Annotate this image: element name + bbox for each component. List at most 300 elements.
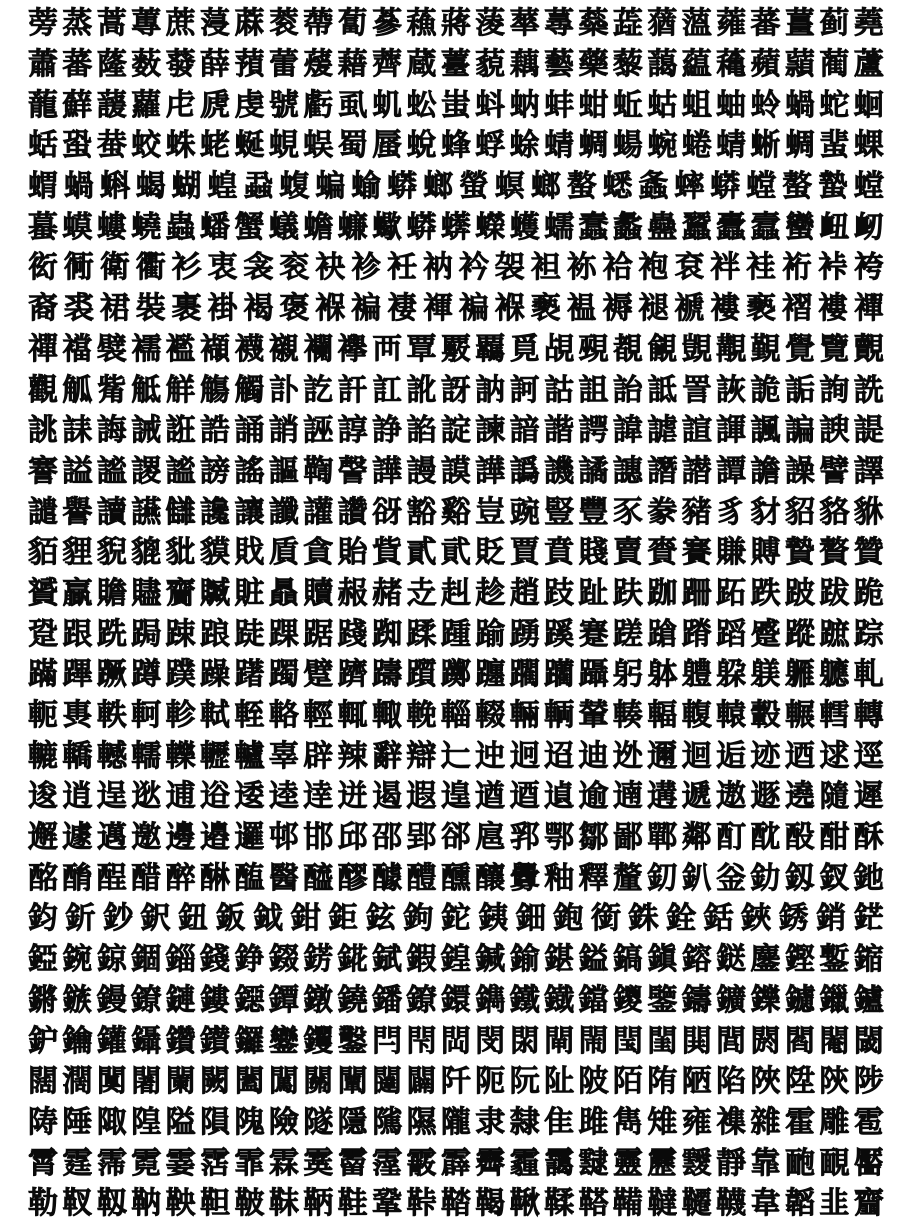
glyph: 豌 [509, 494, 540, 530]
glyph: 蛟 [131, 128, 162, 164]
glyph: 躡 [578, 657, 609, 693]
glyph: 誄 [62, 413, 93, 449]
glyph: 袗 [351, 250, 382, 286]
glyph: 銛 [703, 901, 734, 937]
glyph: 蘋 [750, 47, 781, 83]
glyph: 貊 [28, 535, 58, 571]
glyph: 覿 [853, 331, 884, 367]
glyph: 逧 [200, 779, 231, 815]
glyph: 鍄 [96, 942, 127, 978]
glyph: 諍 [372, 413, 403, 449]
glyph: 訐 [337, 372, 368, 408]
glyph: 貭 [268, 535, 299, 571]
glyph: 閭 [716, 1023, 747, 1059]
glyph: 輌 [544, 698, 575, 734]
glyph: 邵 [372, 820, 403, 856]
glyph: 逵 [268, 779, 299, 815]
glyph: 闌 [165, 1064, 196, 1100]
glyph: 錮 [131, 942, 162, 978]
glyph-row [26, 858, 886, 899]
glyph: 靦 [819, 1145, 850, 1181]
glyph: 衷 [207, 250, 238, 286]
glyph: 跼 [131, 616, 162, 652]
glyph: 逶 [234, 779, 265, 815]
glyph: 踐 [337, 616, 368, 652]
glyph: 禪 [28, 331, 58, 367]
glyph: 醺 [440, 860, 471, 896]
glyph: 蕯 [96, 47, 127, 83]
glyph: 蠊 [337, 209, 368, 245]
glyph: 閘 [544, 1023, 575, 1059]
glyph: 讖 [268, 494, 299, 530]
glyph: 詈 [681, 372, 712, 408]
glyph: 鋩 [853, 901, 884, 937]
glyph: 鄒 [578, 820, 609, 856]
glyph: 蜂 [440, 128, 471, 164]
glyph: 躋 [337, 657, 368, 693]
glyph: 蹶 [96, 657, 127, 693]
glyph: 邀 [131, 820, 162, 856]
glyph: 韈 [716, 1186, 747, 1222]
glyph: 逎 [509, 779, 540, 815]
glyph: 迸 [337, 779, 368, 815]
glyph: 閠 [612, 1023, 643, 1059]
glyph: 雕 [819, 1104, 850, 1140]
glyph: 螢 [458, 169, 489, 205]
glyph: 逅 [716, 738, 747, 774]
glyph: 躇 [234, 657, 265, 693]
glyph: 謐 [96, 453, 127, 489]
glyph: 邯 [303, 820, 334, 856]
glyph: 豼 [165, 535, 196, 571]
glyph: 霖 [268, 1145, 299, 1181]
glyph: 諳 [509, 413, 540, 449]
glyph: 襤 [165, 331, 196, 367]
glyph: 陝 [819, 1064, 850, 1100]
glyph: 鈞 [28, 901, 58, 937]
glyph: 藹 [647, 47, 678, 83]
glyph: 謇 [28, 453, 58, 489]
glyph: 袢 [710, 250, 741, 286]
glyph: 跪 [853, 575, 884, 611]
glyph: 銕 [478, 901, 509, 937]
glyph: 衂 [853, 209, 884, 245]
glyph-row [26, 248, 886, 289]
glyph-row [26, 655, 886, 696]
glyph: 蹌 [647, 616, 678, 652]
glyph: 踪 [853, 616, 884, 652]
glyph: 陜 [750, 1064, 781, 1100]
glyph-row [26, 1103, 886, 1144]
glyph: 鑼 [234, 1023, 265, 1059]
glyph: 鐵 [509, 982, 540, 1018]
glyph: 踴 [509, 616, 540, 652]
glyph: 蔗 [165, 6, 196, 42]
glyph: 阯 [544, 1064, 575, 1100]
glyph: 鋏 [741, 901, 772, 937]
glyph: 鏝 [96, 982, 127, 1018]
glyph: 貔 [131, 535, 162, 571]
glyph: 覯 [716, 331, 747, 367]
glyph: 闕 [200, 1064, 231, 1100]
glyph: 譴 [28, 494, 58, 530]
glyph: 隴 [440, 1104, 471, 1140]
glyph: 讚 [337, 494, 368, 530]
glyph: 轜 [131, 738, 162, 774]
glyph: 輙 [372, 698, 403, 734]
glyph: 蟲 [165, 209, 196, 245]
glyph: 贊 [853, 535, 884, 571]
glyph: 輹 [681, 698, 712, 734]
glyph: 蝨 [243, 169, 274, 205]
glyph: 誂 [28, 413, 58, 449]
glyph-row [26, 696, 886, 737]
glyph: 蘒 [716, 47, 747, 83]
glyph: 闍 [131, 1064, 162, 1100]
glyph: 辷 [440, 738, 471, 774]
glyph: 跂 [544, 575, 575, 611]
glyph: 詭 [750, 372, 781, 408]
glyph: 蔆 [475, 6, 506, 42]
glyph: 褊 [458, 291, 489, 327]
glyph: 鈕 [178, 901, 209, 937]
glyph: 蠖 [509, 209, 540, 245]
glyph: 譟 [784, 453, 815, 489]
glyph: 蘂 [578, 6, 609, 42]
glyph: 跟 [62, 616, 93, 652]
glyph: 諚 [440, 413, 471, 449]
glyph: 衿 [458, 250, 489, 286]
glyph: 謐 [165, 453, 196, 489]
glyph: 趙 [509, 575, 540, 611]
glyph: 輓 [406, 698, 437, 734]
glyph: 踟 [372, 616, 403, 652]
glyph: 跛 [784, 575, 815, 611]
glyph: 鑒 [647, 982, 678, 1018]
glyph-row [26, 777, 886, 818]
glyph: 釋 [578, 860, 609, 896]
glyph: 蛻 [406, 128, 437, 164]
glyph: 鍠 [440, 942, 471, 978]
glyph: 隘 [165, 1104, 196, 1140]
glyph: 踵 [440, 616, 471, 652]
glyph: 蠕 [544, 209, 575, 245]
glyph: 蘓 [406, 6, 437, 42]
glyph: 諂 [406, 413, 437, 449]
glyph: 誑 [165, 413, 196, 449]
glyph: 蕋 [612, 6, 643, 42]
glyph: 謾 [406, 453, 437, 489]
glyph: 鏈 [165, 982, 196, 1018]
glyph: 釀 [475, 860, 506, 896]
glyph: 蘿 [131, 87, 162, 123]
glyph: 諠 [681, 413, 712, 449]
glyph: 躬 [612, 657, 643, 693]
glyph: 邉 [200, 820, 231, 856]
glyph: 赧 [337, 575, 368, 611]
glyph: 輕 [303, 698, 334, 734]
glyph: 藐 [475, 47, 506, 83]
glyph: 蘐 [96, 87, 127, 123]
glyph: 勒 [28, 1186, 58, 1222]
glyph: 螳 [853, 169, 884, 205]
glyph: 衒 [28, 250, 58, 286]
glyph: 衛 [99, 250, 130, 286]
glyph: 遞 [681, 779, 712, 815]
glyph: 鑽 [165, 1023, 196, 1059]
glyph: 讒 [200, 494, 231, 530]
glyph: 觧 [165, 372, 196, 408]
glyph-row [26, 1021, 886, 1062]
glyph: 釿 [65, 901, 96, 937]
glyph: 雜 [750, 1104, 781, 1140]
glyph: 蚪 [475, 87, 506, 123]
glyph: 遯 [750, 779, 781, 815]
glyph: 陟 [853, 1064, 884, 1100]
glyph: 錏 [28, 942, 58, 978]
glyph: 跫 [28, 616, 58, 652]
glyph: 詬 [784, 372, 815, 408]
glyph: 貶 [475, 535, 506, 571]
glyph: 銜 [590, 901, 621, 937]
glyph: 轗 [96, 738, 127, 774]
glyph: 蓴 [131, 6, 162, 42]
glyph: 藜 [612, 47, 643, 83]
glyph: 躰 [647, 657, 678, 693]
glyph: 賽 [681, 535, 712, 571]
glyph: 酣 [819, 820, 850, 856]
glyph: 賚 [647, 535, 678, 571]
glyph: 踞 [303, 616, 334, 652]
glyph: 邁 [96, 820, 127, 856]
glyph: 鑄 [681, 982, 712, 1018]
glyph: 鈑 [215, 901, 246, 937]
glyph: 銖 [628, 901, 659, 937]
glyph: 薛 [200, 47, 231, 83]
glyph: 豈 [475, 494, 506, 530]
glyph: 鞨 [475, 1186, 506, 1222]
glyph: 钁 [303, 1023, 334, 1059]
glyph: 輅 [268, 698, 299, 734]
glyph: 霄 [28, 1145, 58, 1181]
glyph: 鏨 [819, 942, 850, 978]
glyph: 蛉 [750, 87, 781, 123]
glyph: 鑢 [784, 982, 815, 1018]
glyph: 赳 [440, 575, 471, 611]
glyph: 鉈 [440, 901, 471, 937]
glyph: 陞 [784, 1064, 815, 1100]
glyph: 褻 [746, 291, 777, 327]
glyph: 貪 [303, 535, 334, 571]
glyph: 蛔 [853, 87, 884, 123]
glyph: 薺 [372, 47, 403, 83]
glyph: 螻 [96, 209, 127, 245]
glyph-row [26, 981, 886, 1022]
glyph: 衄 [819, 209, 850, 245]
glyph: 訃 [268, 372, 299, 408]
glyph: 裔 [28, 291, 58, 327]
glyph: 褪 [638, 291, 669, 327]
glyph: 諷 [750, 413, 781, 449]
glyph: 裃 [817, 250, 848, 286]
glyph: 蟇 [28, 209, 58, 245]
glyph: 蔘 [372, 6, 403, 42]
glyph: 霎 [165, 1145, 196, 1181]
glyph: 霙 [303, 1145, 334, 1181]
glyph: 逋 [165, 779, 196, 815]
glyph: 迢 [544, 738, 575, 774]
glyph: 蛯 [200, 128, 231, 164]
glyph: 躔 [475, 657, 506, 693]
glyph: 邏 [234, 820, 265, 856]
glyph: 閻 [784, 1023, 815, 1059]
glyph: 趁 [475, 575, 506, 611]
glyph: 觸 [234, 372, 265, 408]
glyph: 躾 [750, 657, 781, 693]
glyph: 諛 [819, 413, 850, 449]
glyph: 醢 [234, 860, 265, 896]
glyph: 釛 [750, 860, 781, 896]
glyph: 贅 [819, 535, 850, 571]
glyph: 酥 [853, 820, 884, 856]
glyph: 覡 [578, 331, 609, 367]
glyph: 蕐 [509, 6, 540, 42]
glyph: 蕁 [544, 6, 575, 42]
glyph: 贇 [28, 575, 58, 611]
glyph: 蹠 [819, 616, 850, 652]
glyph: 覊 [475, 331, 506, 367]
glyph: 裹 [171, 291, 202, 327]
glyph: 閙 [578, 1023, 609, 1059]
glyph: 鉋 [553, 901, 584, 937]
glyph: 蜈 [303, 128, 334, 164]
glyph: 邂 [28, 820, 58, 856]
glyph: 蜍 [509, 128, 540, 164]
glyph: 襯 [268, 331, 299, 367]
glyph: 釼 [784, 860, 815, 896]
glyph: 辟 [303, 738, 334, 774]
glyph: 鐡 [544, 982, 575, 1018]
glyph: 賤 [578, 535, 609, 571]
glyph: 靨 [853, 1145, 884, 1181]
glyph: 辣 [337, 738, 368, 774]
glyph: 隶 [475, 1104, 506, 1140]
glyph: 軈 [819, 657, 850, 693]
glyph: 謗 [200, 453, 231, 489]
glyph: 鈔 [103, 901, 134, 937]
glyph: 醂 [200, 860, 231, 896]
glyph: 陌 [612, 1064, 643, 1100]
glyph: 蜥 [750, 128, 781, 164]
glyph: 蕷 [234, 47, 265, 83]
glyph: 靂 [647, 1145, 678, 1181]
glyph: 鍖 [544, 942, 575, 978]
glyph: 蹼 [165, 657, 196, 693]
glyph: 閹 [819, 1023, 850, 1059]
glyph: 貉 [819, 494, 850, 530]
glyph: 陬 [96, 1104, 127, 1140]
glyph: 藥 [578, 47, 609, 83]
glyph: 陷 [716, 1064, 747, 1100]
glyph: 鞐 [406, 1186, 437, 1222]
glyph-row [26, 330, 886, 371]
glyph: 雋 [612, 1104, 643, 1140]
glyph: 蟆 [62, 209, 93, 245]
glyph: 蚌 [544, 87, 575, 123]
glyph: 隧 [303, 1104, 334, 1140]
glyph: 鑵 [96, 1023, 127, 1059]
glyph: 褂 [207, 291, 238, 327]
glyph-row [26, 370, 886, 411]
glyph: 虍 [165, 87, 196, 123]
glyph: 蕿 [303, 47, 334, 83]
glyph: 隍 [131, 1104, 162, 1140]
glyph: 蜻 [716, 128, 747, 164]
glyph: 貘 [200, 535, 231, 571]
glyph: 醉 [165, 860, 196, 896]
glyph: 隲 [372, 1104, 403, 1140]
glyph: 鎹 [716, 942, 747, 978]
glyph: 詵 [853, 372, 884, 408]
glyph: 謚 [62, 453, 93, 489]
glyph-row [26, 533, 886, 574]
glyph: 醪 [337, 860, 368, 896]
glyph: 鉞 [253, 901, 284, 937]
glyph: 錙 [165, 942, 196, 978]
glyph: 褶 [782, 291, 813, 327]
glyph: 邨 [268, 820, 299, 856]
glyph: 郢 [406, 820, 437, 856]
glyph: 賁 [544, 535, 575, 571]
glyph: 褌 [422, 291, 453, 327]
glyph: 諤 [578, 413, 609, 449]
glyph: 躁 [200, 657, 231, 693]
glyph: 躱 [716, 657, 747, 693]
glyph: 鄲 [647, 820, 678, 856]
glyph: 錣 [268, 942, 299, 978]
glyph: 蟒 [406, 209, 437, 245]
glyph: 醫 [268, 860, 299, 896]
glyph: 螂 [530, 169, 561, 205]
glyph: 辭 [372, 738, 403, 774]
glyph: 蘆 [853, 47, 884, 83]
glyph: 迥 [509, 738, 540, 774]
glyph: 譬 [819, 453, 850, 489]
glyph: 藉 [337, 47, 368, 83]
glyph: 輻 [647, 698, 678, 734]
glyph: 諫 [475, 413, 506, 449]
glyph: 雍 [681, 1104, 712, 1140]
glyph: 蘚 [62, 87, 93, 123]
glyph: 贐 [131, 575, 162, 611]
glyph: 逹 [303, 779, 334, 815]
glyph: 鄙 [612, 820, 643, 856]
glyph: 蛆 [681, 87, 712, 123]
glyph: 襷 [337, 331, 368, 367]
glyph: 覺 [784, 331, 815, 367]
glyph: 謨 [440, 453, 471, 489]
glyph: 蓘 [268, 6, 299, 42]
glyph: 鑚 [200, 1023, 231, 1059]
glyph: 蠧 [750, 209, 781, 245]
glyph: 酩 [28, 860, 58, 896]
glyph: 豸 [716, 494, 747, 530]
glyph: 蟹 [234, 209, 265, 245]
glyph: 鋺 [62, 942, 93, 978]
glyph: 錚 [234, 942, 265, 978]
glyph: 薮 [131, 47, 162, 83]
glyph: 褐 [243, 291, 274, 327]
